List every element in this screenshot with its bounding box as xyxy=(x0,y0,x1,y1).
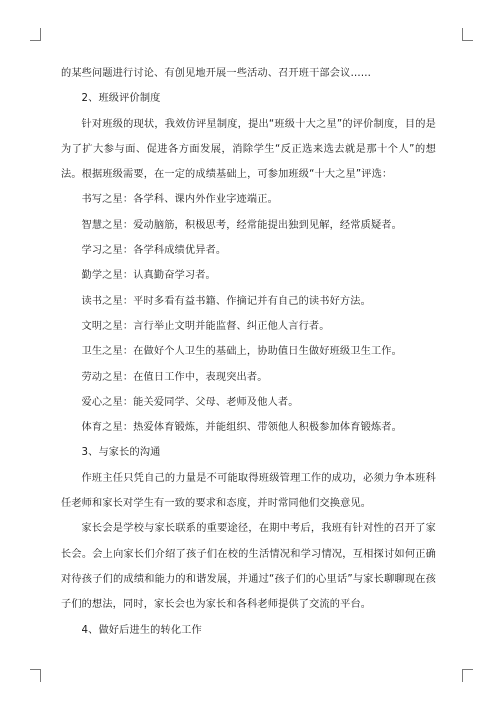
paragraph-evaluation-intro: 针对班级的现状，我效仿评星制度，提出“班级十大之星”的评价制度，目的是为了扩大参与面、促进各方面发展，消除学生“反正选来选去就是那十个人”的想法。根据班级需要，在一定的成绩基础上，可参加班级“十大之星”评选： xyxy=(61,118,436,181)
list-item-civility-star: 文明之星：言行举止文明并能监督、纠正他人言行者。 xyxy=(81,320,330,332)
paragraph-parent-meeting: 家长会是学校与家长联系的重要途径，在期中考后，我班有针对性的召开了家长会。会上向家长们介绍了孩子们在校的生活情况和学习情况，互相探讨如何正确对待孩子们的成绩和能力的和谐发展，并通过“孩子们的心里话”与家长聊聊现在孩子们的想法，同时，家长会也为家长和各科老师提供了交流的平台。 xyxy=(61,523,436,611)
section-heading-evaluation-system: 2、班级评价制度 xyxy=(81,93,161,105)
crop-mark-top-left xyxy=(30,28,41,41)
list-item-writing-star: 书写之星：各学科、课内外作业字迹端正。 xyxy=(81,194,278,206)
crop-mark-bottom-right xyxy=(462,669,473,682)
paragraph-teacher-collaboration: 作班主任只凭自己的力量是不可能取得班级管理工作的成功，必须力争本班科任老师和家长对学生有一致的要求和态度，并时常同他们交换意见。 xyxy=(61,472,436,510)
list-item-sports-star: 体育之星：热爱体育锻炼，并能组织、带领他人积极参加体育锻炼者。 xyxy=(81,422,402,434)
crop-mark-bottom-left xyxy=(30,669,41,682)
list-item-diligence-star: 勤学之星：认真勤奋学习者。 xyxy=(81,270,216,282)
section-heading-parent-communication: 3、与家长的沟通 xyxy=(81,447,161,459)
section-heading-underachiever-transformation: 4、做好后进生的转化工作 xyxy=(81,624,202,636)
list-item-reading-star: 读书之星：平时多看有益书籍、作摘记并有自己的读书好方法。 xyxy=(81,295,371,307)
list-item-labor-star: 劳动之星：在值日工作中，表现突出者。 xyxy=(81,371,268,383)
document-body xyxy=(61,61,436,643)
list-item-study-star: 学习之星：各学科成绩优异者。 xyxy=(81,245,227,257)
list-item-hygiene-star: 卫生之星：在做好个人卫生的基础上，协助值日生做好班级卫生工作。 xyxy=(81,346,402,358)
list-item-caring-star: 爱心之星：能关爱同学、父母、老师及他人者。 xyxy=(81,396,299,408)
paragraph-continuation: 的某些问题进行讨论、有创见地开展一些活动、召开班干部会议…… xyxy=(61,68,372,79)
list-item-wisdom-star: 智慧之星：爱动脑筋，积极思考，经常能提出独到见解，经常质疑者。 xyxy=(81,219,402,231)
crop-mark-top-right xyxy=(462,28,473,41)
